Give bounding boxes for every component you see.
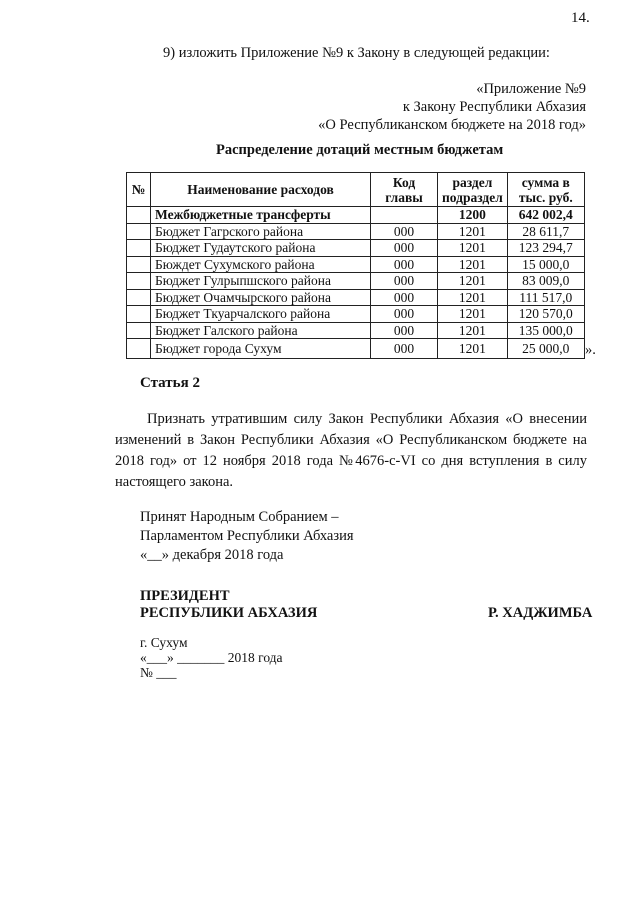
row-code: 000	[371, 240, 438, 257]
table-title: Распределение дотаций местным бюджетам	[216, 142, 504, 158]
table-row	[127, 207, 585, 224]
adopted-line: Принят Народным Собранием –	[140, 509, 339, 525]
table-row	[127, 306, 585, 323]
table-row	[127, 339, 585, 359]
row-name: Бюджет Гудаутского района	[151, 240, 371, 257]
row-sum: 135 000,0	[507, 322, 584, 339]
row-code: 000	[371, 289, 438, 306]
article-text: Признать утратившим силу Закон Республики Абхазия «О внесении изменений в Закон Республики Абхазия «О Республиканском бюджете на 2018 год» от 12 ноября 2018 года №4676-с-VI со дня вступления в силу настоящего закона.	[115, 411, 587, 490]
row-sum: 642 002,4	[507, 207, 584, 224]
row-code: 000	[371, 322, 438, 339]
signature-title	[140, 588, 317, 622]
signature-name: Р. ХАДЖИМБА	[488, 605, 593, 621]
row-code: 000	[371, 273, 438, 290]
col-header-section: раздел подраздел	[438, 173, 508, 207]
signature-title-line: РЕСПУБЛИКИ АБХАЗИЯ	[140, 605, 318, 621]
row-code: 000	[371, 256, 438, 273]
place-block	[140, 635, 283, 680]
row-section: 1201	[438, 223, 508, 240]
appendix-line: к Закону Республики Абхазия	[402, 99, 586, 115]
table-row	[127, 273, 585, 290]
closing-quote: ».	[585, 342, 596, 358]
col-header-code: Код главы	[371, 173, 438, 207]
row-section: 1201	[438, 339, 508, 359]
table-row	[127, 256, 585, 273]
col-header-name: Наименование расходов	[151, 173, 371, 207]
row-num	[127, 322, 151, 339]
appendix-line: «Приложение №9	[476, 81, 586, 97]
row-name: Межбюджетные трансферты	[151, 207, 371, 224]
table-header-row	[127, 173, 585, 207]
place-city: г. Сухум	[140, 635, 188, 650]
row-code: 000	[371, 223, 438, 240]
col-header-num: №	[127, 173, 151, 207]
adopted-block	[140, 508, 354, 565]
row-num	[127, 207, 151, 224]
table-row	[127, 240, 585, 257]
row-code: 000	[371, 339, 438, 359]
place-number: № ___	[140, 665, 177, 680]
row-section: 1201	[438, 322, 508, 339]
row-num	[127, 339, 151, 359]
row-code: 000	[371, 306, 438, 323]
table-row	[127, 289, 585, 306]
row-sum: 15 000,0	[507, 256, 584, 273]
intro-text: 9) изложить Приложение №9 к Закону в следующей редакции:	[163, 45, 550, 61]
row-name: Бюджет Гулрыпшского района	[151, 273, 371, 290]
row-section: 1201	[438, 273, 508, 290]
article-title: Статья 2	[140, 375, 200, 391]
row-section: 1200	[438, 207, 508, 224]
row-sum: 123 294,7	[507, 240, 584, 257]
row-num	[127, 289, 151, 306]
subsidies-table	[126, 172, 585, 359]
row-sum: 25 000,0	[507, 339, 584, 359]
row-section: 1201	[438, 306, 508, 323]
appendix-header	[318, 80, 586, 134]
row-name: Бюджет Ткуарчалского района	[151, 306, 371, 323]
row-name: Бюджет Галского района	[151, 322, 371, 339]
page-number: 14.	[571, 10, 590, 26]
row-num	[127, 256, 151, 273]
adopted-line: «__» декабря 2018 года	[140, 547, 284, 563]
row-code	[371, 207, 438, 224]
row-num	[127, 223, 151, 240]
place-date: «___» _______ 2018 года	[140, 650, 283, 665]
table-row	[127, 223, 585, 240]
row-name: Бюджет города Сухум	[151, 339, 371, 359]
row-sum: 111 517,0	[507, 289, 584, 306]
row-num	[127, 240, 151, 257]
table-row	[127, 322, 585, 339]
adopted-line: Парламентом Республики Абхазия	[140, 528, 354, 544]
row-name: Бюджет Очамчырского района	[151, 289, 371, 306]
signature-title-line: ПРЕЗИДЕНТ	[140, 588, 230, 604]
row-section: 1201	[438, 289, 508, 306]
row-num	[127, 306, 151, 323]
appendix-line: «О Республиканском бюджете на 2018 год»	[318, 117, 586, 133]
row-sum: 28 611,7	[507, 223, 584, 240]
row-num	[127, 273, 151, 290]
row-sum: 120 570,0	[507, 306, 584, 323]
row-section: 1201	[438, 256, 508, 273]
row-sum: 83 009,0	[507, 273, 584, 290]
row-name: Бюджет Гагрского района	[151, 223, 371, 240]
row-name: Бюждет Сухумского района	[151, 256, 371, 273]
row-section: 1201	[438, 240, 508, 257]
col-header-sum: сумма в тыс. руб.	[507, 173, 584, 207]
